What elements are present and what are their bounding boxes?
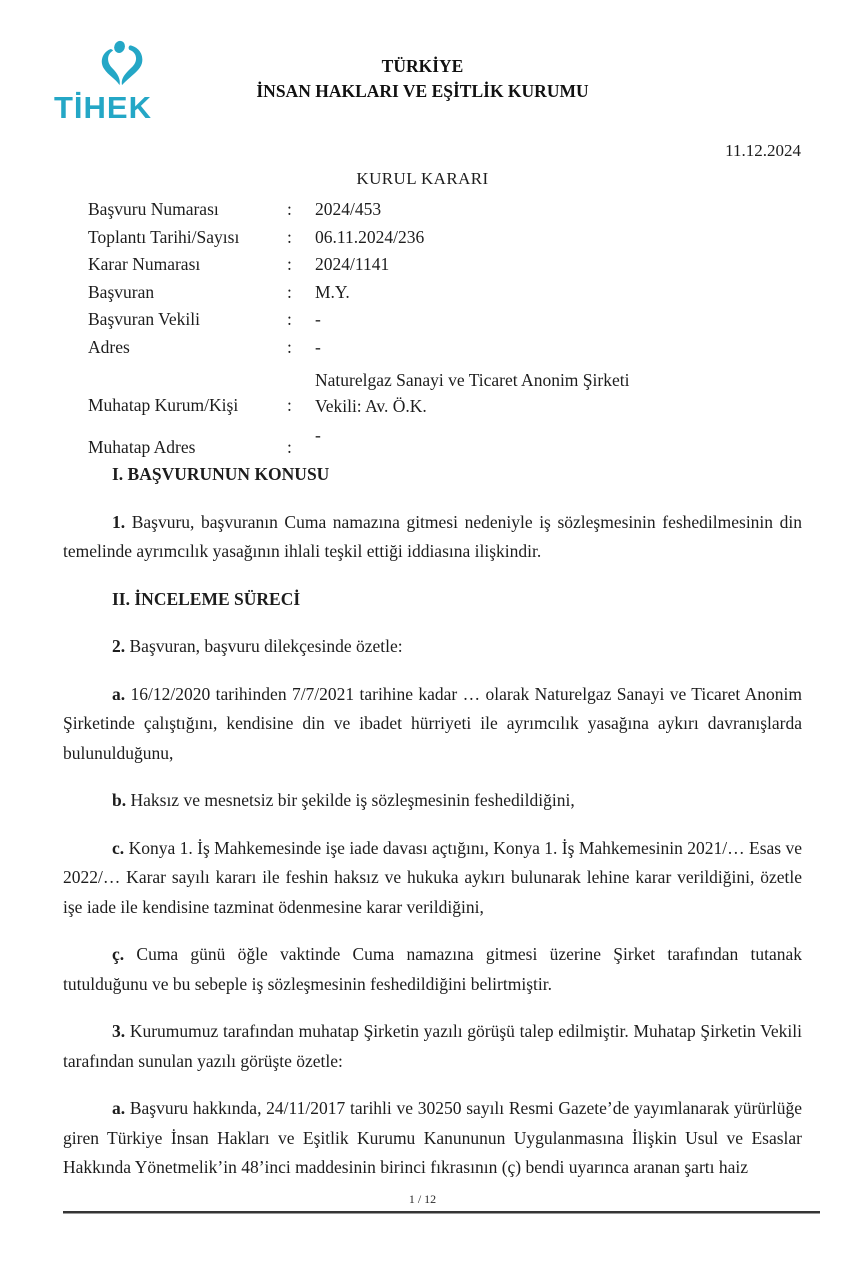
paragraph-3-number: 3. [112, 1021, 126, 1041]
paragraph-3a-letter: a. [112, 1098, 126, 1118]
meta-value: 2024/1141 [315, 254, 390, 274]
meta-label: Karar Numarası [88, 254, 201, 274]
org-header [0, 54, 845, 104]
meta-value [315, 367, 768, 419]
meta-label: Toplantı Tarihi/Sayısı [88, 226, 240, 247]
meta-row-basvuran [88, 279, 768, 307]
meta-separator: : [287, 281, 292, 302]
meta-label: Başvuran Vekili [88, 309, 200, 329]
document-body [63, 455, 802, 1201]
paragraph-2cc [63, 940, 802, 999]
meta-value: - [315, 336, 321, 357]
meta-row-toplanti-tarihi [88, 224, 768, 252]
meta-separator: : [287, 436, 292, 457]
paragraph-2 [63, 632, 802, 662]
meta-value: - [315, 309, 321, 329]
meta-separator: : [287, 336, 292, 357]
meta-row-adres [88, 334, 768, 362]
paragraph-3a-text: Başvuru hakkında, 24/11/2017 tarihli ve 30250 sayılı Resmi Gazete’de yayımlanarak yürürlüğe giren Türkiye İnsan Hakları ve Eşitlik Kurumu Kanununun Uygulanmasına İlişkin Usul ve Esaslar Hakkında Yönetmelik’in 48’inci maddesinin birinci fıkrasının (ç) bendi uyarınca aranan şartı haiz [63, 1098, 802, 1177]
paragraph-1-text: Başvuru, başvuranın Cuma namazına gitmesi nedeniyle iş sözleşmesinin feshedilmesinin din temelinde ayrımcılık yasağının ihlali teşkil ettiği iddiasına ilişkindir. [63, 511, 803, 561]
paragraph-2b [63, 786, 802, 816]
meta-row-basvuran-vekili [88, 306, 768, 334]
meta-value: 2024/453 [315, 199, 382, 219]
meta-label: Adres [88, 336, 130, 357]
paragraph-2a-text: 16/12/2020 tarihinden 7/7/2021 tarihine kadar … olarak Naturelgaz Sanayi ve Ticaret Anonim Şirketinde çalıştığını, kendisine din ve ibadet hürriyeti ile ayrımcılık yasağına aykırı davranışlarda bulunulduğunu, [63, 683, 803, 763]
paragraph-2-text: Başvuran, başvuru dilekçesinde özetle: [129, 636, 403, 656]
org-header-line1: TÜRKİYE [381, 56, 464, 76]
paragraph-1-number: 1. [112, 511, 126, 532]
paragraph-2b-letter: b. [112, 790, 127, 810]
paragraph-2-number: 2. [112, 636, 126, 656]
meta-value-line2: Vekili: Av. Ö.K. [315, 396, 427, 416]
metadata-table [88, 196, 768, 461]
meta-separator: : [287, 226, 292, 247]
section-heading-konusu: I. BAŞVURUNUN KONUSU [112, 464, 330, 484]
org-header-line2: İNSAN HAKLARI VE EŞİTLİK KURUMU [256, 81, 589, 101]
page-number: 1 / 12 [408, 1192, 437, 1206]
section-heading-inceleme: II. İNCELEME SÜRECİ [112, 588, 301, 609]
meta-label: Muhatap Kurum/Kişi [88, 394, 239, 415]
meta-value: M.Y. [315, 281, 350, 302]
meta-separator: : [287, 199, 292, 219]
document-date: 11.12.2024 [725, 141, 801, 160]
footer-divider [63, 1211, 820, 1213]
tihek-logo-text: TİHEK [54, 90, 152, 125]
paragraph-2c-text: Konya 1. İş Mahkemesinde işe iade davası açtığını, Konya 1. İş Mahkemesinin 2021/… Esas ve 2022/… Karar sayılı kararı ile feshin haksız ve hukuka aykırı bulunarak lehine karar verildiğini, özetle işe iade ile kendisine tazminat ödenmesine karar verildiğini, [63, 837, 803, 917]
meta-row-muhatap-kurum [88, 367, 768, 419]
paragraph-2a [63, 680, 802, 769]
paragraph-3 [63, 1017, 802, 1076]
meta-separator: : [287, 309, 292, 329]
paragraph-2a-letter: a. [112, 683, 126, 704]
document-title: KURUL KARARI [356, 169, 489, 188]
meta-label: Başvuran [88, 281, 155, 302]
paragraph-2b-text: Haksız ve mesnetsiz bir şekilde iş sözleşmesinin feshedildiğini, [130, 790, 575, 810]
paragraph-2c [63, 834, 802, 923]
paragraph-2cc-text: Cuma günü öğle vaktinde Cuma namazına gitmesi üzerine Şirket tarafından tutanak tutulduğunu ve bu sebeple iş sözleşmesinin feshedildiğini belirtmiştir. [63, 944, 803, 994]
meta-separator: : [287, 394, 292, 415]
meta-label: Başvuru Numarası [88, 199, 219, 219]
paragraph-3-text: Kurumumuz tarafından muhatap Şirketin yazılı görüşü talep edilmiştir. Muhatap Şirketin Vekili tarafından sunulan yazılı görüşte özetle: [63, 1021, 802, 1071]
meta-value-line1: Naturelgaz Sanayi ve Ticaret Anonim Şirketi [315, 370, 630, 390]
meta-row-basvuru-numarasi [88, 196, 768, 224]
paragraph-3a [63, 1094, 802, 1183]
paragraph-2c-letter: c. [112, 837, 125, 858]
paragraph-2cc-letter: ç. [112, 944, 125, 964]
meta-row-karar-numarasi [88, 251, 768, 279]
meta-label: Muhatap Adres [88, 436, 196, 457]
meta-value: 06.11.2024/236 [315, 226, 425, 247]
meta-separator: : [287, 254, 292, 274]
meta-value: - [315, 425, 321, 445]
paragraph-1 [63, 508, 802, 567]
